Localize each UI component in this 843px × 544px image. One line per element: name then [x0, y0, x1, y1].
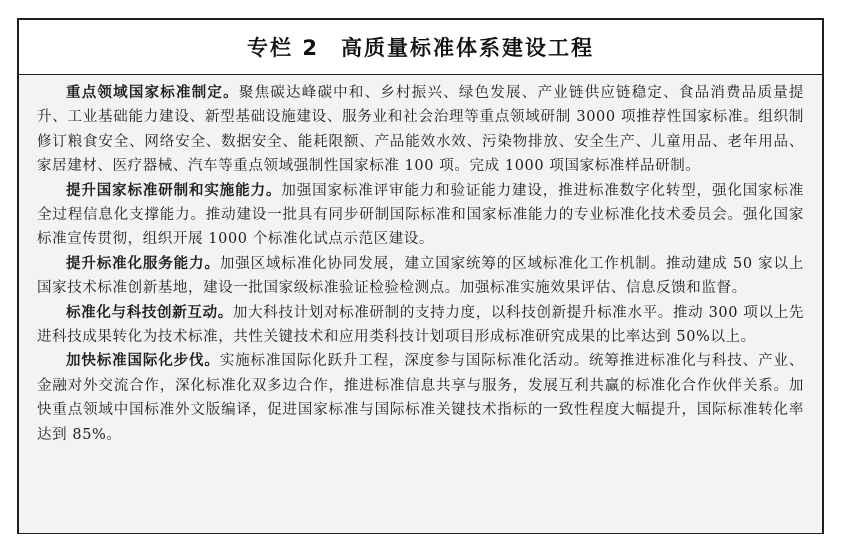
column-number: 专栏 2	[247, 36, 319, 60]
paragraph-innovation	[37, 301, 804, 350]
paragraph-lead: 重点领域国家标准制定。	[66, 85, 239, 101]
column-body	[19, 75, 822, 533]
paragraph-text: 加大科技计划对标准研制的支持力度，以科技创新提升标准水平。推动 300 项以上先进科技成果转化为技术标准，共性关键技术和应用类科技计划项目形成标准研究成果的比率达到 50%以上。	[37, 304, 804, 346]
paragraph-lead: 提升国家标准研制和实施能力。	[66, 182, 282, 199]
paragraph-lead: 提升标准化服务能力。	[66, 255, 220, 272]
column-title	[247, 32, 594, 62]
paragraph-lead: 加快标准国际化步伐。	[66, 353, 220, 370]
paragraph-text: 实施标准国际化跃升工程，深度参与国际标准化活动。统筹推进标准化与科技、产业、金融对外交流合作，深化标准化双多边合作，推进标准信息共享与服务，发展互利共赢的标准化合作伙伴关系。加快重点领域中国标准外文版编译，促进国家标准与国际标准关键技术指标的一致性程度大幅提升，国际标准转化率达到 85%。	[37, 353, 805, 443]
paragraph-capability	[37, 179, 804, 252]
paragraph-service	[37, 252, 804, 301]
column-title-text: 高质量标准体系建设工程	[340, 36, 594, 60]
paragraph-text: 加强区域标准化协同发展，建立国家统筹的区域标准化工作机制。推动建成 50 家以上国家技术标准创新基地，建设一批国家级标准验证检验检测点。加强标准实施效果评估、信息反馈和监督。	[37, 255, 805, 297]
paragraph-text: 加强国家标准评审能力和验证能力建设，推进标准数字化转型，强化国家标准全过程信息化支撑能力。推动建设一批具有同步研制国际标准和国家标准能力的专业标准化技术委员会。强化国家标准宣传贯彻，组织开展 1000 个标准化试点示范区建设。	[37, 182, 804, 248]
paragraph-lead: 标准化与科技创新互动。	[66, 304, 233, 321]
paragraph-text: 聚焦碳达峰碳中和、乡村振兴、绿色发展、产业链供应链稳定、食品消费品质量提升、工业基础能力建设、新型基础设施建设、服务业和社会治理等重点领域研制 3000 项推荐性国家标准。组织制修订粮食安全、网络安全、数据安全、能耗限额、产品能效水效、污染物排放、安全生产、儿童用品、老年用品、家居建材、医疗器械、汽车等重点领域强制性国家标准 100 项。完成 1000 项国家标准样品研制。	[37, 85, 804, 175]
paragraph-key-standards	[37, 81, 804, 179]
column-title-bar	[19, 20, 822, 75]
column-box	[17, 18, 824, 534]
paragraph-international	[37, 349, 804, 447]
